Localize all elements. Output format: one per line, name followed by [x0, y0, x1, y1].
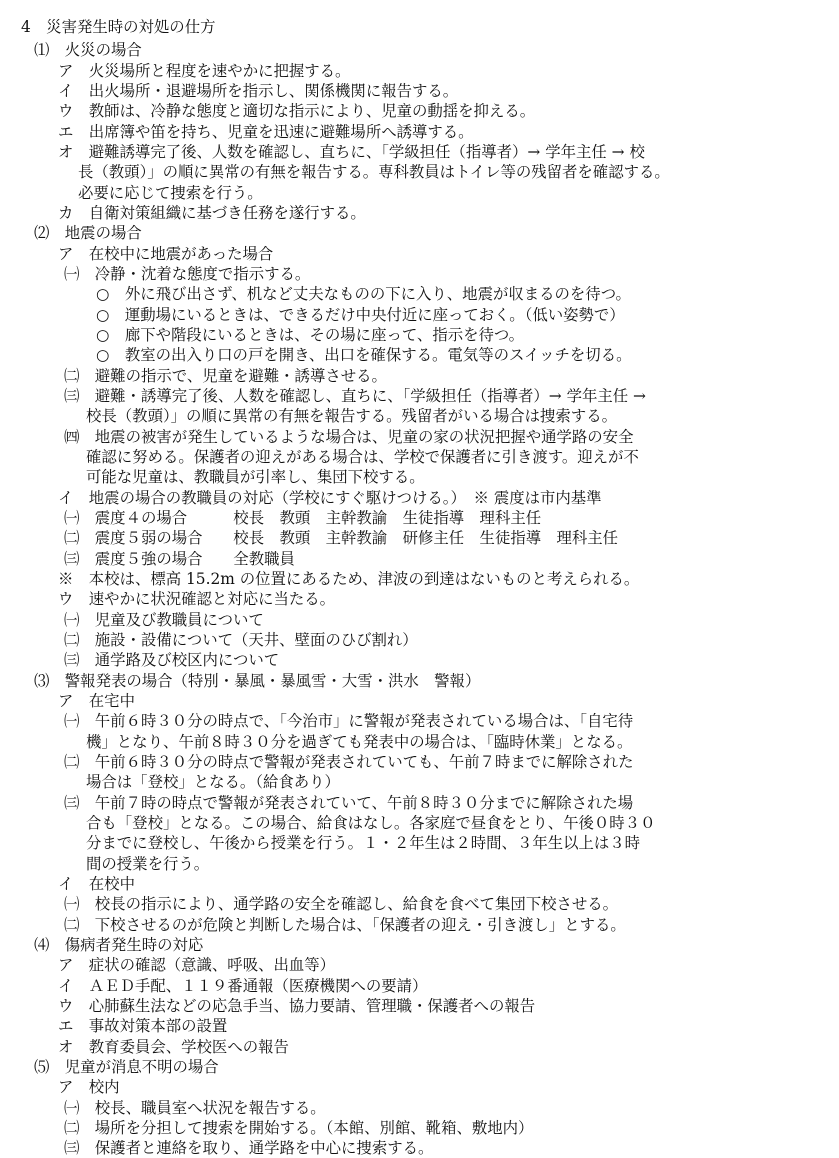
- text-line: 可能な児童は、教職員が引率し、集団下校する。: [86, 468, 425, 486]
- text-line: 間の授業を行う。: [86, 855, 210, 873]
- text-line: オ 避難誘導完了後、人数を確認し、直ちに、「学級担任（指導者）→ 学年主任 → 校: [58, 143, 645, 161]
- text-line: イ 地震の場合の教職員の対応（学校にすぐ駆けつける。） ※ 震度は市内基準: [58, 489, 602, 507]
- text-line: ㈠ 児童及び教職員について: [64, 611, 264, 629]
- text-line: エ 出席簿や笛を持ち、児童を迅速に避難場所へ誘導する。: [58, 123, 474, 141]
- subsection-heading: ⑴ 火災の場合: [34, 41, 142, 59]
- text-line: エ 事故対策本部の設置: [58, 1017, 228, 1035]
- subsection-heading: ⑶ 警報発表の場合（特別・暴風・暴風雪・大雪・洪水 警報）: [34, 672, 481, 690]
- text-line: ア 在校中に地震があった場合: [58, 245, 274, 263]
- text-line: ア 校内: [58, 1078, 120, 1096]
- text-line: イ 出火場所・退避場所を指示し、関係機関に報告する。: [58, 82, 459, 100]
- text-line: ㈠ 冷静・沈着な態度で指示する。: [64, 265, 311, 283]
- list-item: ○ 外に飛び出さず、机など丈夫なものの下に入り、地震が収まるのを待つ。: [96, 285, 631, 303]
- list-item: ○ 運動場にいるときは、できるだけ中央付近に座っておく。（低い姿勢で）: [96, 306, 625, 324]
- note-line: ※ 本校は、標高 15.2m の位置にあるため、津波の到達はないものと考えられる。: [58, 570, 640, 588]
- text-line: ア 在宅中: [58, 692, 135, 710]
- text-line: ㈢ 保護者と連絡を取り、通学路を中心に捜索する。: [64, 1139, 434, 1157]
- text-line: ㈠ 校長の指示により、通学路の安全を確認し、給食を食べて集団下校させる。: [64, 895, 619, 913]
- text-line: ㈡ 場所を分担して捜索を開始する。（本館、別館、靴箱、敷地内）: [64, 1119, 534, 1137]
- subsection-heading: ⑵ 地震の場合: [34, 224, 142, 242]
- text-line: ㈠ 震度４の場合 校長 教頭 主幹教諭 生徒指導 理科主任: [64, 509, 542, 527]
- text-line: ア 火災場所と程度を速やかに把握する。: [58, 62, 351, 80]
- text-line: ㈠ 午前６時３０分の時点で、「今治市」に警報が発表されている場合は、「自宅待: [64, 712, 634, 730]
- subsection-heading: ⑸ 児童が消息不明の場合: [34, 1058, 219, 1076]
- text-line: 長（教頭）」の順に異常の有無を報告する。専科教員はトイレ等の残留者を確認する。: [78, 163, 670, 181]
- text-line: 合も「登校」となる。この場合、給食はなし。各家庭で昼食をとり、午後０時３０: [86, 814, 656, 832]
- text-line: 機」となり、午前８時３０分を過ぎても発表中の場合は、「臨時休業」となる。: [86, 733, 633, 751]
- text-line: ㈢ 通学路及び校区内について: [64, 651, 280, 669]
- text-line: ㈠ 校長、職員室へ状況を報告する。: [64, 1099, 326, 1117]
- text-line: ウ 心肺蘇生法などの応急手当、協力要請、管理職・保護者への報告: [58, 997, 536, 1015]
- text-line: ㈢ 午前７時の時点で警報が発表されていて、午前８時３０分までに解除された場: [64, 794, 634, 812]
- text-line: ㈡ 震度５弱の場合 校長 教頭 主幹教諭 研修主任 生徒指導 理科主任: [64, 529, 619, 547]
- text-line: ㈣ 地震の被害が発生しているような場合は、児童の家の状況把握や通学路の安全: [64, 428, 634, 446]
- list-item: ○ 教室の出入り口の戸を開き、出口を確保する。電気等のスイッチを切る。: [96, 346, 632, 364]
- text-line: ㈡ 避難の指示で、児童を避難・誘導させる。: [64, 367, 387, 385]
- text-line: ㈢ 避難・誘導完了後、人数を確認し、直ちに、「学級担任（指導者）→ 学年主任 →: [64, 387, 646, 405]
- text-line: イ 在校中: [58, 875, 135, 893]
- text-line: 場合は「登校」となる。（給食あり）: [86, 773, 340, 791]
- text-line: ㈡ 下校させるのが危険と判断した場合は、「保護者の迎え・引き渡し」とする。: [64, 916, 626, 934]
- list-item: ○ 廊下や階段にいるときは、その場に座って、指示を待つ。: [96, 326, 525, 344]
- text-line: ア 症状の確認（意識、呼吸、出血等）: [58, 956, 336, 974]
- text-line: 分までに登校し、午後から授業を行う。１・２年生は２時間、３年生以上は３時: [86, 834, 641, 852]
- text-line: オ 教育委員会、学校医への報告: [58, 1038, 289, 1056]
- text-line: 確認に努める。保護者の迎えがある場合は、学校で保護者に引き渡す。迎えが不: [86, 448, 639, 466]
- section-heading: 4 災害発生時の対処の仕方: [21, 18, 216, 36]
- text-line: ウ 教師は、冷静な態度と適切な指示により、児童の動揺を抑える。: [58, 102, 536, 120]
- text-line: ㈡ 施設・設備について（天井、壁面のひび割れ）: [64, 631, 418, 649]
- text-line: ウ 速やかに状況確認と対応に当たる。: [58, 590, 336, 608]
- text-line: ㈢ 震度５強の場合 全教職員: [64, 550, 295, 568]
- subsection-heading: ⑷ 傷病者発生時の対応: [34, 936, 204, 954]
- text-line: 校長（教頭）」の順に異常の有無を報告する。残留者がいる場合は捜索する。: [86, 407, 617, 425]
- text-line: ㈡ 午前６時３０分の時点で警報が発表されていても、午前７時までに解除された: [64, 753, 634, 771]
- text-line: イ ＡＥＤ手配、１１９番通報（医療機関への要請）: [58, 977, 428, 995]
- text-line: カ 自衛対策組織に基づき任務を遂行する。: [58, 204, 366, 222]
- text-line: 必要に応じて捜索を行う。: [78, 184, 263, 202]
